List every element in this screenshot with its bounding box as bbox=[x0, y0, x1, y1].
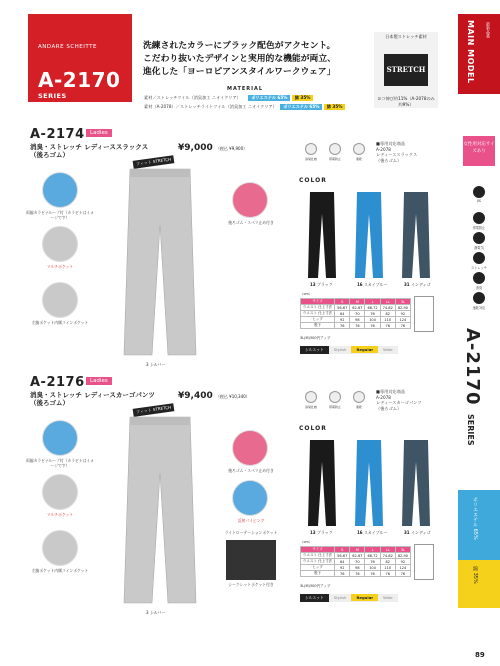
side-series-code: A-2170 bbox=[462, 328, 483, 406]
color-heading: COLOR bbox=[299, 177, 327, 184]
detail-circle bbox=[42, 226, 78, 262]
logo-caption: ヨコ伸び約11%（A-2078のみ約9%） bbox=[377, 96, 435, 107]
detail-caption: 反射パイピング bbox=[237, 518, 265, 523]
detail-circle bbox=[232, 182, 268, 218]
stretch-badge: STRETCH bbox=[384, 54, 428, 86]
side-feature-icon bbox=[473, 186, 485, 198]
product-price: ¥9,400 （税込 ¥10,340） bbox=[178, 391, 250, 401]
color-swatch-pants bbox=[353, 190, 385, 280]
detail-circle bbox=[232, 430, 268, 466]
detail-circle bbox=[42, 474, 78, 510]
material-label: MATERIAL bbox=[227, 86, 264, 92]
table-unit: （cm） bbox=[300, 540, 313, 544]
side-feature-label: ストレッチ bbox=[471, 266, 487, 270]
detail-caption: マルチポケット bbox=[46, 512, 74, 517]
detail-caption: 後ろゴム・スベリ止め付き bbox=[228, 468, 274, 473]
detail-caption: 後ろゴム・スベリ止め付き bbox=[228, 220, 274, 225]
color-swatch-label: 31 インディゴ bbox=[404, 530, 431, 535]
material-row: 素材／ストレッチツイル（消臭加工 ニオイクリア） ポリエステル 65% 綿 35% bbox=[144, 95, 313, 101]
feature-icon bbox=[329, 143, 341, 155]
side-yellow-band bbox=[458, 560, 500, 608]
fit-stretch-badge: フィット STRETCH bbox=[133, 403, 175, 417]
main-pants-image bbox=[112, 413, 212, 608]
feature-icon-label: 速乾 bbox=[355, 157, 362, 161]
side-blue-text: ポリエステル 65% bbox=[472, 497, 478, 540]
feature-icon-label: 消臭仕様 bbox=[304, 157, 317, 161]
side-small-text: 最新品番 bbox=[486, 22, 491, 38]
detail-circle bbox=[42, 282, 78, 318]
color-swatch-pants bbox=[400, 438, 432, 528]
ladies-tag: Ladies bbox=[86, 377, 112, 385]
brand-name: ANDARE SCHEITTE bbox=[38, 44, 97, 50]
fit-stretch-badge: フィット STRETCH bbox=[133, 155, 175, 169]
side-feature-label: 帯電防止 bbox=[472, 226, 486, 230]
pants-diagram bbox=[414, 544, 434, 580]
side-feature-label: 静電気 bbox=[474, 246, 484, 250]
side-feature-icon bbox=[473, 212, 485, 224]
page-number: 89 bbox=[475, 651, 485, 659]
side-ladies-tag: 女性用対応サイズあり bbox=[463, 136, 495, 166]
detail-caption: 両脇カラビナループ付（カラビナはイメージです） bbox=[26, 458, 94, 468]
ladies-tag: Ladies bbox=[86, 129, 112, 137]
detail-caption: 左脇ポケット内側コインポケット bbox=[31, 320, 89, 325]
feature-icon bbox=[353, 391, 365, 403]
color-swatch-pants bbox=[306, 438, 338, 528]
table-note: 3L(M)300円アップ bbox=[300, 336, 331, 340]
side-feature-icon bbox=[473, 292, 485, 304]
feature-icon-label: 速乾 bbox=[355, 405, 362, 409]
logo-top-text: 日本製ストレッチ素材 bbox=[385, 34, 427, 39]
related-product: ■専用対応商品 A-2078 レディースカーゴパンツ （後ろゴム） bbox=[376, 389, 422, 411]
detail-caption: 左脇ポケット内側コインポケット bbox=[31, 568, 89, 573]
feature-icon bbox=[329, 391, 341, 403]
detail-caption: マルチポケット bbox=[46, 264, 74, 269]
material-row: 素材（A-2078）／ストレッチライトツイル（消臭加工 ニオイクリア） ポリエステル 65% 綿 35% bbox=[144, 104, 345, 110]
feature-icon-label: 帯電防止 bbox=[328, 157, 341, 161]
detail-caption: シークレットポケット付き bbox=[228, 582, 274, 587]
feature-icon-label: 帯電防止 bbox=[328, 405, 341, 409]
side-feature-icon bbox=[473, 272, 485, 284]
detail-caption: 両脇カラビナループ付（カラビナはイメージです） bbox=[26, 210, 94, 220]
color-swatch-pants bbox=[353, 438, 385, 528]
table-unit: （cm） bbox=[300, 292, 313, 296]
side-feature-icon bbox=[473, 252, 485, 264]
color-swatch-pants bbox=[306, 190, 338, 280]
main-pants-image bbox=[112, 165, 212, 360]
color-swatch-label: 16 スカイブルー bbox=[357, 530, 388, 535]
side-feature-label: 速乾対応 bbox=[472, 306, 486, 310]
main-color-label: 3 シルバー bbox=[146, 362, 166, 367]
side-series-word: SERIES bbox=[466, 414, 475, 446]
color-swatch-label: 16 スカイブルー bbox=[357, 282, 388, 287]
table-note: 3L(M)300円アップ bbox=[300, 584, 331, 588]
feature-icon-label: 消臭仕様 bbox=[304, 405, 317, 409]
detail-circle bbox=[42, 172, 78, 208]
side-main-model bbox=[458, 14, 500, 94]
feature-icon bbox=[305, 143, 317, 155]
detail-circle bbox=[42, 530, 78, 566]
related-product: ■専用対応商品 A-2078 レディーススラックス （後ろゴム） bbox=[376, 141, 418, 163]
product-name: 消臭・ストレッチ レディースカーゴパンツ （後ろゴム） bbox=[30, 391, 155, 407]
color-swatch-label: 13 ブラック bbox=[310, 530, 333, 535]
side-blue-band bbox=[458, 490, 500, 560]
series-word: SERIES bbox=[38, 92, 67, 100]
headline: 洗練されたカラーにブラック配色がアクセント。 こだわり抜いたデザインと実用的な機能が両立、 進化した「ヨーロピアンスタイルワークウェア」 bbox=[143, 41, 336, 77]
side-feature-label: 消臭 bbox=[475, 286, 483, 290]
color-swatch-label: 13 ブラック bbox=[310, 282, 333, 287]
detail-circle bbox=[42, 420, 78, 456]
detail-caption: ライトローテーションポケット bbox=[224, 530, 278, 535]
product-code: A-2174 bbox=[30, 127, 85, 142]
size-table: サイズ S M L LL 3L ウエスト 仕上寸法 56-67 62-67 66-72 74-82 82-90 ウエスト 仕上寸法 64 70 76 82 92 ヒップ 92 98 104 110 124 股下 76 76 76 76 76 bbox=[300, 298, 411, 329]
series-code: A-2170 bbox=[38, 68, 121, 92]
secret-pocket-image bbox=[226, 540, 276, 580]
silhouette-bar: シルエット Stylish Regular Wide bbox=[300, 594, 398, 602]
detail-circle bbox=[232, 480, 268, 516]
product-name: 消臭・ストレッチ レディーススラックス （後ろゴム） bbox=[30, 143, 149, 159]
side-feature-icon bbox=[473, 232, 485, 244]
color-swatch-label: 31 インディゴ bbox=[404, 282, 431, 287]
product-price: ¥9,000 （税込 ¥9,900） bbox=[178, 143, 248, 153]
main-color-label: 3 シルバー bbox=[146, 610, 166, 615]
side-feature-label: JIS bbox=[477, 199, 481, 203]
product-code: A-2176 bbox=[30, 375, 85, 390]
size-table: サイズ S M L LL 3L ウエスト 仕上寸法 56-67 62-67 66-72 74-82 82-90 ウエスト 仕上寸法 64 70 76 82 92 ヒップ 92 98 104 110 124 股下 76 76 76 76 76 bbox=[300, 546, 411, 577]
feature-icon bbox=[305, 391, 317, 403]
side-main-text: MAIN MODEL bbox=[466, 20, 475, 84]
pants-diagram bbox=[414, 296, 434, 332]
color-swatch-pants bbox=[400, 190, 432, 280]
feature-icon bbox=[353, 143, 365, 155]
color-heading: COLOR bbox=[299, 425, 327, 432]
silhouette-bar: シルエット Stylish Regular Wide bbox=[300, 346, 398, 354]
side-yellow-text: 綿 35% bbox=[472, 566, 478, 584]
